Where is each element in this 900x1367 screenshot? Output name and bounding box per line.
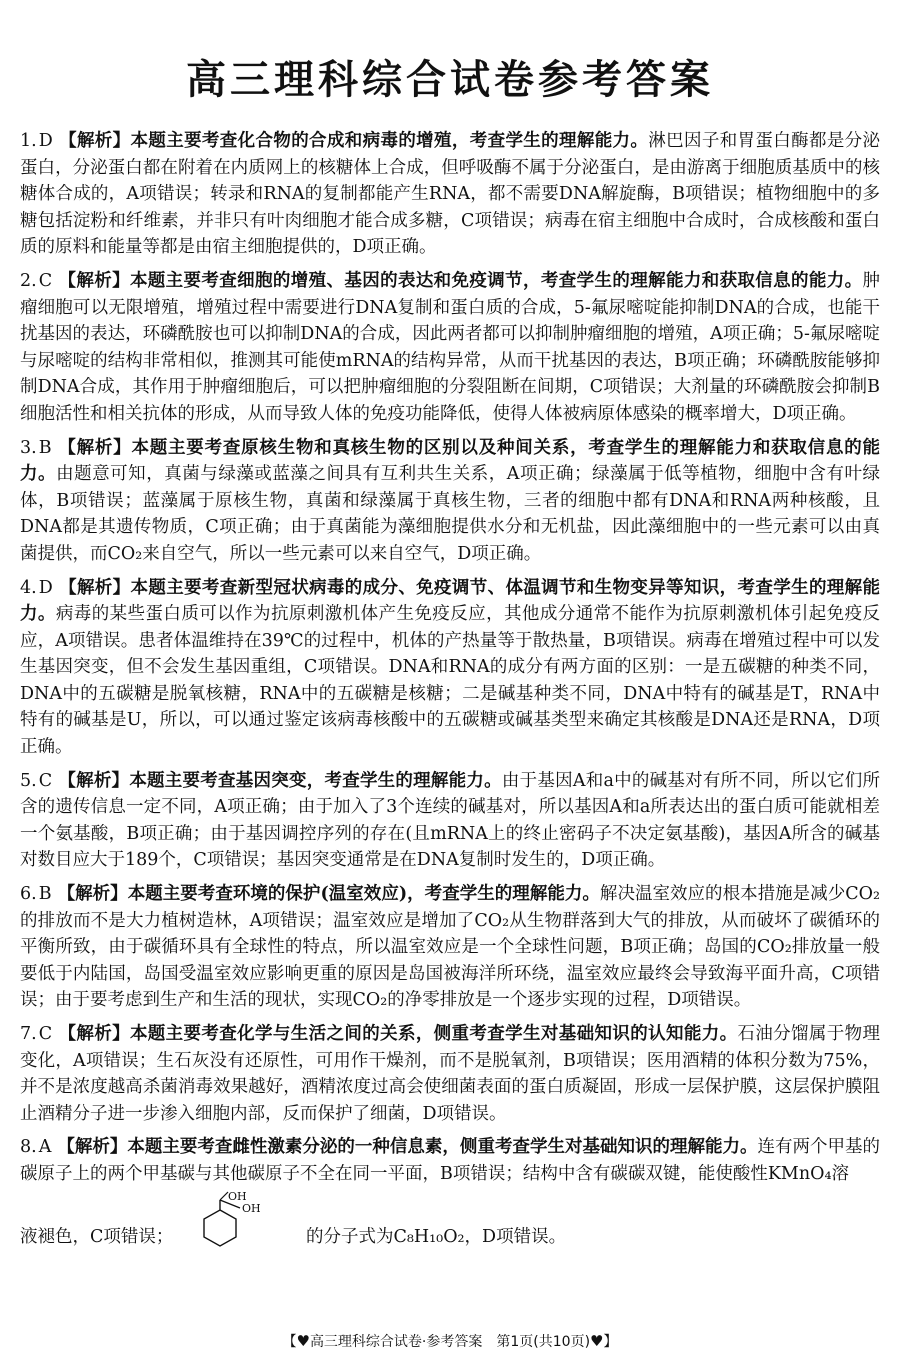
analysis-tag: 【解析】: [57, 437, 132, 458]
analysis-body: 由题意可知，真菌与绿藻或蓝藻之间具有互利共生关系，A项正确；绿藻属于低等植物，细胞中含有叶绿体，B项错误；蓝藻属于原核生物，真菌和绿藻属于真核生物，三者的细胞中都有DNA和RNA两种核酸，且DNA都是其遗传物质，C项正确；由于真菌能为藻细胞提供水分和无机盐，因此藻细胞中的一些元素可以由真菌提供，而CO₂来自空气，所以一些元素可以来自空气，D项正确。: [20, 464, 880, 564]
oh-label-top: OH: [228, 1189, 247, 1203]
q8-text-after-structure: 的分子式为C₈H₁₀O₂，D项错误。: [306, 1226, 567, 1247]
question-number: 4.: [20, 577, 37, 598]
analysis-lead: 本题主要考查原核生物和真核生物的区别以及种间关系，考查学生的理解能力和获取信息的能力。: [20, 437, 881, 485]
answer-item: [20, 1134, 880, 1187]
analysis-tag: 【解析】: [58, 577, 131, 598]
benzene-diol-structure: [200, 1188, 300, 1256]
analysis-tag: 【解析】: [58, 770, 130, 791]
question-number: 2.: [20, 270, 37, 291]
answer-item: [20, 575, 880, 761]
answer-letter: D: [38, 131, 53, 151]
answer-list: [20, 128, 880, 1256]
analysis-body: 淋巴因子和胃蛋白酶都是分泌蛋白，分泌蛋白都在附着在内质网上的核糖体上合成，但呼吸酶不属于分泌蛋白，是由游离于细胞质基质中的核糖体合成的，A项错误；转录和RNA的复制都能产生RNA，都不需要DNA解旋酶，B项错误；植物细胞中的多糖包括淀粉和纤维素，并非只有叶肉细胞才能合成多糖，C项错误；病毒在宿主细胞中合成时，合成核酸和蛋白质的原料和能量等都是由宿主细胞提供的，D项正确。: [20, 131, 881, 258]
question-number: 5.: [20, 770, 37, 791]
analysis-lead: 本题主要考查新型冠状病毒的成分、免疫调节、体温调节和生物变异等知识，考查学生的理解能力。: [20, 577, 881, 625]
analysis-body: 石油分馏属于物理变化，A项错误；生石灰没有还原性，可用作干燥剂，而不是脱氧剂，B项错误；医用酒精的体积分数为75%，并不是浓度越高杀菌消毒效果越好，酒精浓度过高会使细菌表面的蛋白质凝固，形成一层保护膜，这层保护膜阻止酒精分子进一步渗入细胞内部，反而保护了细菌，D项错误。: [20, 1024, 881, 1124]
analysis-lead: 本题主要考查雌性激素分泌的一种信息素，侧重考查学生对基础知识的理解能力。: [127, 1137, 758, 1158]
answer-letter: D: [38, 577, 53, 598]
page-title: 高三理科综合试卷参考答案: [186, 57, 714, 103]
analysis-tag: 【解析】: [58, 131, 131, 151]
answer-letter: C: [38, 270, 53, 291]
answer-item: [20, 768, 880, 874]
page-footer: [0, 1331, 900, 1351]
analysis-tag: 【解析】: [58, 1024, 130, 1044]
analysis-lead: 本题主要考查细胞的增殖、基因的表达和免疫调节，考查学生的理解能力和获取信息的能力。: [129, 270, 863, 291]
analysis-body: 解决温室效应的根本措施是减少CO₂的排放而不是大力植树造林，A项错误；温室效应是增加了CO₂从生物群落到大气的排放，从而破坏了碳循环的平衡所致，由于碳循环具有全球性的特点，所以温室效应是一个全球性问题，B项正确；岛国的CO₂排放量一般要低于内陆国，岛国受温室效应影响更重的原因是岛国被海洋所环绕，温室效应最终会导致海平面升高，C项错误；由于要考虑到生产和生活的现状，实现CO₂的净零排放是一个逐步实现的过程，D项错误。: [20, 884, 880, 1011]
answer-letter: B: [38, 884, 52, 905]
footer-bracket-right: 】: [603, 1334, 618, 1350]
answer-letter: C: [38, 1024, 53, 1044]
analysis-lead: 本题主要考查基因突变，考查学生的理解能力。: [129, 770, 502, 791]
answer-item: [20, 268, 880, 428]
analysis-lead: 本题主要考查化合物的合成和病毒的增殖，考查学生的理解能力。: [130, 131, 649, 151]
answer-letter: C: [38, 770, 53, 791]
structure-line: [20, 1188, 880, 1256]
question-number: 6.: [20, 884, 37, 905]
q8-text-before-structure: 液褪色，C项错误；: [20, 1226, 174, 1247]
question-number: 7.: [20, 1024, 37, 1044]
answer-letter: A: [38, 1137, 52, 1158]
footer-text: 高三理科综合试卷·参考答案 第1页(共10页): [309, 1334, 591, 1350]
analysis-tag: 【解析】: [58, 270, 130, 291]
answer-item: [20, 435, 880, 568]
analysis-body: 病毒的某些蛋白质可以作为抗原刺激机体产生免疫反应，其他成分通常不能作为抗原刺激机体引起免疫反应，A项错误。患者体温维持在39℃的过程中，机体的产热量等于散热量，B项错误。病毒在增殖过程中可以发生基因突变，但不会发生基因重组，C项错误。DNA和RNA的成分有两方面的区别：一是五碳糖的种类不同，DNA中的五碳糖是脱氧核糖，RNA中的五碳糖是核糖；二是碱基种类不同，DNA中特有的碱基是T，RNA中特有的碱基是U，所以，可以通过鉴定该病毒核酸中的五碳糖或碱基类型来确定其核酸是DNA还是RNA，D项正确。: [20, 604, 881, 758]
analysis-body: 肿瘤细胞可以无限增殖，增殖过程中需要进行DNA复制和蛋白质的合成，5-氟尿嘧啶能抑制DNA的合成，也能干扰基因的表达，环磷酰胺也可以抑制DNA的合成，因此两者都可以抑制肿瘤细胞的增殖，A项正确；5-氟尿嘧啶与尿嘧啶的结构非常相似，推测其可能使mRNA的结构异常，从而干扰基因的表达，B项正确；环磷酰胺能够抑制DNA合成，其作用于肿瘤细胞后，可以把肿瘤细胞的分裂阻断在间期，C项错误；大剂量的环磷酰胺会抑制B细胞活性和相关抗体的形成，从而导致人体的免疫功能降低，使得人体被病原体感染的概率增大，D项正确。: [20, 270, 881, 424]
answer-item: [20, 1021, 880, 1127]
analysis-body: 由于基因A和a中的碱基对有所不同，所以它们所含的遗传信息一定不同，A项正确；由于加入了3个连续的碱基对，所以基因A和a所表达出的蛋白质可能就相差一个氨基酸，B项正确；由于基因调控序列的存在(且mRNA上的终止密码子不决定氨基酸)，基因A所含的碱基对数目应大于189个，C项错误；基因突变通常是在DNA复制时发生的，D项正确。: [20, 770, 881, 871]
heart-icon: ♥: [296, 1332, 310, 1350]
analysis-tag: 【解析】: [57, 884, 128, 905]
analysis-body: 连有两个甲基的碳原子上的两个甲基碳与其他碳原子不全在同一平面，B项错误；结构中含有碳碳双键，能使酸性KMnO₄溶: [20, 1137, 881, 1184]
analysis-lead: 本题主要考查环境的保护(温室效应)，考查学生的理解能力。: [127, 884, 600, 905]
heart-icon: ♥: [590, 1332, 604, 1350]
footer-bracket-left: 【: [282, 1334, 297, 1350]
question-number: 8.: [20, 1137, 37, 1158]
question-number: 3.: [20, 437, 37, 458]
analysis-tag: 【解析】: [57, 1137, 128, 1158]
answer-letter: B: [38, 437, 52, 458]
answer-item: [20, 128, 880, 261]
question-number: 1.: [20, 131, 37, 151]
analysis-lead: 本题主要考查化学与生活之间的关系，侧重考查学生对基础知识的认知能力。: [129, 1024, 738, 1044]
answer-item: [20, 881, 880, 1014]
oh-label-right: OH: [242, 1201, 261, 1215]
